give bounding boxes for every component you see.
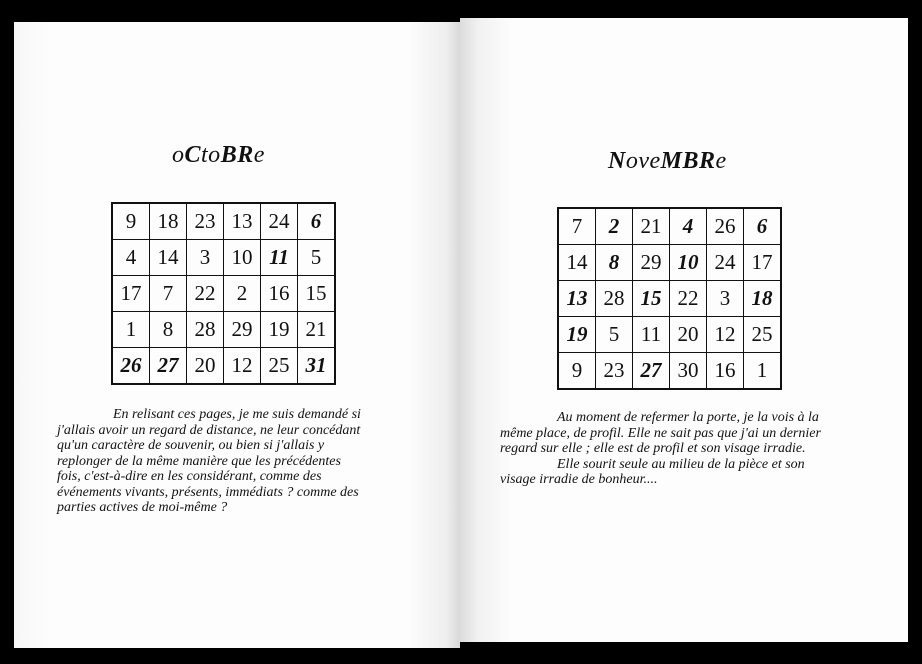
grid-cell: 18 [744,281,782,317]
right-page [460,18,908,642]
grid-cell: 11 [261,240,298,276]
grid-cell: 1 [112,312,150,348]
grid-cell: 13 [224,203,261,240]
grid-cell: 26 [112,348,150,385]
grid-cell: 10 [224,240,261,276]
grid-cell: 20 [187,348,224,385]
title-part: to [201,142,221,168]
grid-cell: 20 [670,317,707,353]
grid-cell: 19 [261,312,298,348]
grid-cell: 16 [707,353,744,390]
grid-row [558,281,781,317]
october-number-grid [111,202,336,385]
grid-cell: 9 [112,203,150,240]
paragraph-line: même place, de profil. Elle ne sait pas que j'ai un dernier [500,425,821,441]
title-part: MBR [660,148,716,174]
grid-cell: 27 [150,348,187,385]
grid-cell: 5 [596,317,633,353]
title-part: ove [625,148,661,174]
grid-row [112,203,335,240]
grid-cell: 25 [261,348,298,385]
grid-cell: 28 [596,281,633,317]
paragraph-line: En relisant ces pages, je me suis demandé si [113,407,361,422]
grid-cell: 5 [298,240,336,276]
grid-cell: 29 [224,312,261,348]
grid-cell: 24 [707,245,744,281]
title-part: o [172,142,185,168]
title-part: C [184,142,202,168]
paragraph-line: qu'un caractère de souvenir, ou bien si j'allais y [57,438,325,453]
grid-cell: 15 [633,281,670,317]
grid-cell: 22 [187,276,224,312]
grid-row [112,276,335,312]
grid-cell: 4 [112,240,150,276]
grid-cell: 30 [670,353,707,390]
paragraph-line: Au moment de refermer la porte, je la vois à la [557,410,819,425]
november-paragraph [500,410,821,488]
paragraph-line: j'allais avoir un regard de distance, ne leur concédant [57,422,361,438]
grid-cell: 16 [261,276,298,312]
grid-row [558,208,781,245]
paragraph-line: visage irradie de bonheur.... [500,472,658,487]
grid-cell: 28 [187,312,224,348]
grid-cell: 26 [707,208,744,245]
paragraph-line: Elle sourit seule au milieu de la pièce et son [557,456,805,472]
grid-cell: 18 [150,203,187,240]
grid-cell: 21 [633,208,670,245]
title-part: e [715,148,727,174]
grid-cell: 27 [633,353,670,390]
grid-cell: 17 [112,276,150,312]
grid-cell: 2 [224,276,261,312]
grid-cell: 10 [670,245,707,281]
grid-cell: 2 [596,208,633,245]
grid-cell: 22 [670,281,707,317]
grid-row [112,312,335,348]
grid-cell: 4 [670,208,707,245]
grid-cell: 6 [298,203,336,240]
paragraph-line: parties actives de moi-même ? [57,500,228,515]
grid-row [558,245,781,281]
october-paragraph [57,407,361,516]
title-part: e [253,142,265,168]
grid-cell: 12 [707,317,744,353]
paragraph-line: replonger de la même manière que les précédentes [57,453,341,469]
november-number-grid [557,207,782,390]
grid-cell: 7 [150,276,187,312]
grid-row [112,240,335,276]
grid-cell: 1 [744,353,782,390]
grid-cell: 3 [187,240,224,276]
grid-cell: 7 [558,208,596,245]
grid-cell: 8 [596,245,633,281]
title-part: N [608,148,626,174]
grid-cell: 14 [558,245,596,281]
left-page [14,22,460,648]
grid-cell: 11 [633,317,670,353]
paragraph-line: regard sur elle ; elle est de profil et son visage irradie. [500,441,806,456]
grid-row [558,317,781,353]
grid-row [112,348,335,385]
grid-cell: 8 [150,312,187,348]
grid-cell: 23 [596,353,633,390]
grid-cell: 17 [744,245,782,281]
title-part: BR [220,142,254,168]
november-title [608,148,727,175]
grid-cell: 15 [298,276,336,312]
paragraph-line: fois, c'est-à-dire en les considérant, comme des [57,469,322,484]
grid-cell: 6 [744,208,782,245]
grid-cell: 24 [261,203,298,240]
grid-cell: 25 [744,317,782,353]
grid-cell: 29 [633,245,670,281]
grid-cell: 14 [150,240,187,276]
october-title [172,142,265,169]
grid-cell: 12 [224,348,261,385]
grid-cell: 31 [298,348,336,385]
grid-cell: 19 [558,317,596,353]
grid-row [558,353,781,390]
grid-cell: 3 [707,281,744,317]
paragraph-line: événements vivants, présents, immédiats ? comme des [57,484,359,500]
grid-cell: 9 [558,353,596,390]
grid-cell: 23 [187,203,224,240]
grid-cell: 13 [558,281,596,317]
grid-cell: 21 [298,312,336,348]
